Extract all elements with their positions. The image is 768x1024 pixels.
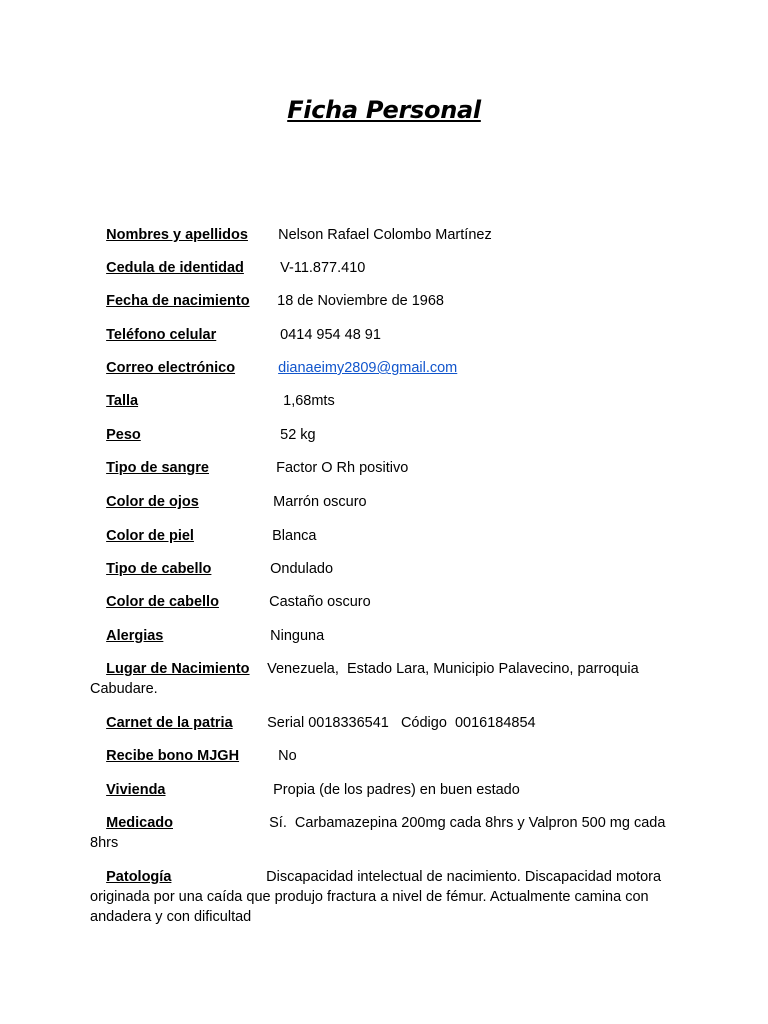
field-label: Cedula de identidad xyxy=(106,260,244,276)
field-value: Blanca xyxy=(272,528,317,544)
field-value: Venezuela, Estado Lara, Municipio Palavecino, parroquia Cabudare. xyxy=(90,661,643,697)
field-value: Ondulado xyxy=(270,561,334,577)
field-label: Fecha de nacimiento xyxy=(106,293,250,309)
field-value: Propia (de los padres) en buen estado xyxy=(273,782,520,798)
field-value: Sí. Carbamazepina 200mg cada 8hrs y Valpron 500 mg cada 8hrs xyxy=(90,815,670,851)
field-label: Medicado xyxy=(106,815,173,831)
field-label: Peso xyxy=(106,427,141,443)
field-label: Nombres y apellidos xyxy=(106,227,248,243)
field-label: Carnet de la patria xyxy=(106,715,233,731)
field-patologia xyxy=(90,847,690,947)
field-label: Teléfono celular xyxy=(106,327,217,343)
field-label: Color de piel xyxy=(106,528,194,544)
field-label: Alergias xyxy=(106,628,164,644)
field-label: Vivienda xyxy=(106,782,166,798)
field-value: Castaño oscuro xyxy=(269,594,371,610)
page-title: Ficha Personal xyxy=(287,96,481,124)
email-link[interactable]: dianaeimy2809@gmail.com xyxy=(278,360,458,376)
field-label: Tipo de cabello xyxy=(106,561,212,577)
field-label: Recibe bono MJGH xyxy=(106,748,240,764)
field-label: Tipo de sangre xyxy=(106,460,209,476)
field-value: Nelson Rafael Colombo Martínez xyxy=(278,227,492,243)
field-value: Marrón oscuro xyxy=(273,494,367,510)
field-label: Color de ojos xyxy=(106,494,199,510)
field-value: Serial 0018336541 Código 0016184854 xyxy=(267,715,536,731)
field-label: Patología xyxy=(106,869,172,885)
field-label: Talla xyxy=(106,393,139,409)
field-value: 18 de Noviembre de 1968 xyxy=(277,293,444,309)
field-value: Discapacidad intelectual de nacimiento. Discapacidad motora originada por una caída que produjo fractura a nivel de fémur. Actualmente camina con andadera y con dificultad xyxy=(90,869,666,925)
field-value: V-11.877.410 xyxy=(280,260,366,276)
field-label: Correo electrónico xyxy=(106,360,236,376)
field-value: 52 kg xyxy=(280,427,316,443)
field-label: Lugar de Nacimiento xyxy=(106,661,250,677)
field-value: 0414 954 48 91 xyxy=(280,327,381,343)
field-value: 1,68mts xyxy=(283,393,335,409)
field-label: Color de cabello xyxy=(106,594,219,610)
field-value: No xyxy=(278,748,297,764)
field-value: Factor O Rh positivo xyxy=(276,460,409,476)
field-value: Ninguna xyxy=(270,628,325,644)
